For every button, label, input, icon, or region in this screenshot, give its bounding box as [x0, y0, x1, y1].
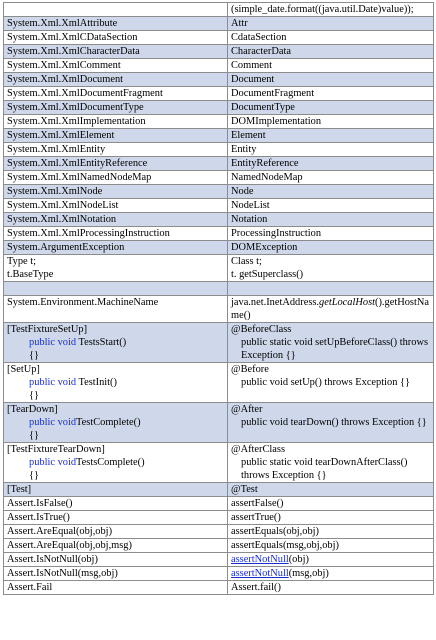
- table-row-type: [4, 255, 434, 282]
- empty-cell: [4, 282, 228, 296]
- dotnet-cell: System.Xml.XmlDocumentFragment: [4, 87, 228, 101]
- dotnet-cell: System.Xml.XmlEntity: [4, 143, 228, 157]
- java-cell: [228, 363, 434, 403]
- java-cell: assertFalse(): [228, 497, 434, 511]
- java-cell: [228, 403, 434, 443]
- java-cell: DOMException: [228, 241, 434, 255]
- dotnet-cell: System.Xml.XmlNode: [4, 185, 228, 199]
- table-row: [4, 87, 434, 101]
- java-cell: @Test: [228, 483, 434, 497]
- dotnet-cell: System.Xml.XmlDocument: [4, 73, 228, 87]
- method-sig: [7, 416, 224, 429]
- table-row-assert: [4, 497, 434, 511]
- java-italic: getLocalHost: [319, 297, 376, 308]
- dotnet-cell: System.Xml.XmlNotation: [4, 213, 228, 227]
- table-row: [4, 59, 434, 73]
- table-row-assert: [4, 553, 434, 567]
- table-row: [4, 213, 434, 227]
- table-row: [4, 157, 434, 171]
- method-name: TestsComplete(): [76, 457, 145, 468]
- keyword: public void: [29, 457, 77, 468]
- method-name: TestInit(): [76, 377, 117, 388]
- table-row: [4, 101, 434, 115]
- dotnet-cell: Assert.IsNotNull(obj): [4, 553, 228, 567]
- class-super: t. getSuperclass(): [231, 269, 304, 280]
- java-cell: [228, 567, 434, 581]
- annotation: @Before: [231, 364, 269, 375]
- dotnet-cell: [4, 323, 228, 363]
- table-row: [4, 199, 434, 213]
- table-row: [4, 73, 434, 87]
- type-base: t.BaseType: [7, 269, 54, 280]
- type-decl: Type t;: [7, 256, 36, 267]
- java-cell: Element: [228, 129, 434, 143]
- java-cell: Notation: [228, 213, 434, 227]
- dotnet-cell: Assert.AreEqual(obj,obj,msg): [4, 539, 228, 553]
- table-row-empty: [4, 282, 434, 296]
- annotation: @BeforeClass: [231, 324, 292, 335]
- java-method: public void setUp() throws Exception {}: [241, 377, 410, 388]
- attr-label: [TearDown]: [7, 404, 58, 415]
- mapping-table-body: [4, 3, 434, 595]
- dotnet-cell: [4, 3, 228, 17]
- dotnet-cell: Assert.AreEqual(obj,obj): [4, 525, 228, 539]
- table-row: [4, 115, 434, 129]
- java-method: public static void setUpBeforeClass() throws Exception {}: [241, 337, 428, 361]
- args: (obj): [288, 554, 309, 565]
- table-row: [4, 3, 434, 17]
- java-cell: CdataSection: [228, 31, 434, 45]
- table-row: [4, 171, 434, 185]
- dotnet-cell: Assert.Fail: [4, 581, 228, 595]
- java-method: public static void tearDownAfterClass() throws Exception {}: [241, 457, 408, 481]
- table-row: [4, 241, 434, 255]
- dotnet-cell: System.Xml.XmlNodeList: [4, 199, 228, 213]
- java-cell: assertEquals(obj,obj): [228, 525, 434, 539]
- keyword: public void: [29, 417, 77, 428]
- java-post: ().getHostName(): [231, 297, 429, 321]
- keyword: public void: [29, 377, 77, 388]
- dotnet-cell: System.Environment.MachineName: [4, 296, 228, 323]
- dotnet-cell: System.Xml.XmlNamedNodeMap: [4, 171, 228, 185]
- java-cell: Comment: [228, 59, 434, 73]
- dotnet-cell: System.Xml.XmlImplementation: [4, 115, 228, 129]
- table-row-machine: [4, 296, 434, 323]
- table-row-assert: [4, 525, 434, 539]
- table-row-assert: [4, 567, 434, 581]
- java-cell: CharacterData: [228, 45, 434, 59]
- java-cell: DocumentFragment: [228, 87, 434, 101]
- args: (msg,obj): [288, 568, 329, 579]
- java-cell: [228, 255, 434, 282]
- java-cell: assertTrue(): [228, 511, 434, 525]
- dotnet-cell: System.Xml.XmlCDataSection: [4, 31, 228, 45]
- java-cell: [228, 443, 434, 483]
- table-row-fixture-teardown: [4, 443, 434, 483]
- java-cell: assertEquals(msg,obj,obj): [228, 539, 434, 553]
- table-row-test: [4, 483, 434, 497]
- dotnet-cell: Assert.IsNotNull(msg,obj): [4, 567, 228, 581]
- table-row: [4, 143, 434, 157]
- dotnet-cell: [4, 255, 228, 282]
- java-cell: Node: [228, 185, 434, 199]
- table-row: [4, 17, 434, 31]
- java-cell: DOMImplementation: [228, 115, 434, 129]
- table-row: [4, 45, 434, 59]
- keyword: public void: [29, 337, 77, 348]
- java-cell: EntityReference: [228, 157, 434, 171]
- table-row-assert: [4, 581, 434, 595]
- dotnet-cell: System.Xml.XmlComment: [4, 59, 228, 73]
- dotnet-cell: Assert.IsTrue(): [4, 511, 228, 525]
- table-row: [4, 129, 434, 143]
- java-cell: Document: [228, 73, 434, 87]
- java-cell: [228, 323, 434, 363]
- java-cell: (simple_date.format((java.util.Date)value));: [228, 3, 434, 17]
- annotation: @After: [231, 404, 263, 415]
- table-row-assert: [4, 511, 434, 525]
- braces: {}: [29, 350, 39, 361]
- dotnet-cell: System.Xml.XmlAttribute: [4, 17, 228, 31]
- dotnet-cell: System.Xml.XmlEntityReference: [4, 157, 228, 171]
- dotnet-cell: Assert.IsFalse(): [4, 497, 228, 511]
- method-sig: [7, 456, 224, 469]
- dotnet-cell: System.Xml.XmlElement: [4, 129, 228, 143]
- braces: {}: [29, 430, 39, 441]
- attr-label: [TestFixtureTearDown]: [7, 444, 105, 455]
- attr-label: [TestFixtureSetUp]: [7, 324, 88, 335]
- java-pre: java.net.InetAddress.: [231, 297, 320, 308]
- class-decl: Class t;: [231, 256, 262, 267]
- dotnet-cell: System.ArgumentException: [4, 241, 228, 255]
- java-cell: NodeList: [228, 199, 434, 213]
- table-row-fixture-setup: [4, 323, 434, 363]
- empty-cell: [228, 282, 434, 296]
- dotnet-cell: System.Xml.XmlCharacterData: [4, 45, 228, 59]
- dotnet-cell: System.Xml.XmlProcessingInstruction: [4, 227, 228, 241]
- table-row-teardown: [4, 403, 434, 443]
- assert-not-null-link[interactable]: assertNotNull: [231, 568, 289, 579]
- java-method: public void tearDown() throws Exception {}: [241, 417, 427, 428]
- java-cell: Entity: [228, 143, 434, 157]
- dotnet-cell: [4, 363, 228, 403]
- mapping-table: [3, 2, 434, 595]
- dotnet-cell: [4, 403, 228, 443]
- java-cell: Assert.fail(): [228, 581, 434, 595]
- java-cell: [228, 296, 434, 323]
- method-sig: [7, 376, 224, 389]
- table-row-assert: [4, 539, 434, 553]
- braces: {}: [29, 390, 39, 401]
- table-row: [4, 185, 434, 199]
- dotnet-cell: [4, 443, 228, 483]
- table-row: [4, 227, 434, 241]
- java-cell: ProcessingInstruction: [228, 227, 434, 241]
- method-sig: [7, 336, 224, 349]
- dotnet-cell: [Test]: [4, 483, 228, 497]
- assert-not-null-link[interactable]: assertNotNull: [231, 554, 289, 565]
- java-cell: DocumentType: [228, 101, 434, 115]
- braces: {}: [29, 470, 39, 481]
- annotation: @AfterClass: [231, 444, 286, 455]
- table-row-setup: [4, 363, 434, 403]
- java-cell: Attr: [228, 17, 434, 31]
- method-name: TestComplete(): [76, 417, 141, 428]
- table-row: [4, 31, 434, 45]
- java-cell: [228, 553, 434, 567]
- dotnet-cell: System.Xml.XmlDocumentType: [4, 101, 228, 115]
- java-cell: NamedNodeMap: [228, 171, 434, 185]
- method-name: TestsStart(): [76, 337, 127, 348]
- attr-label: [SetUp]: [7, 364, 40, 375]
